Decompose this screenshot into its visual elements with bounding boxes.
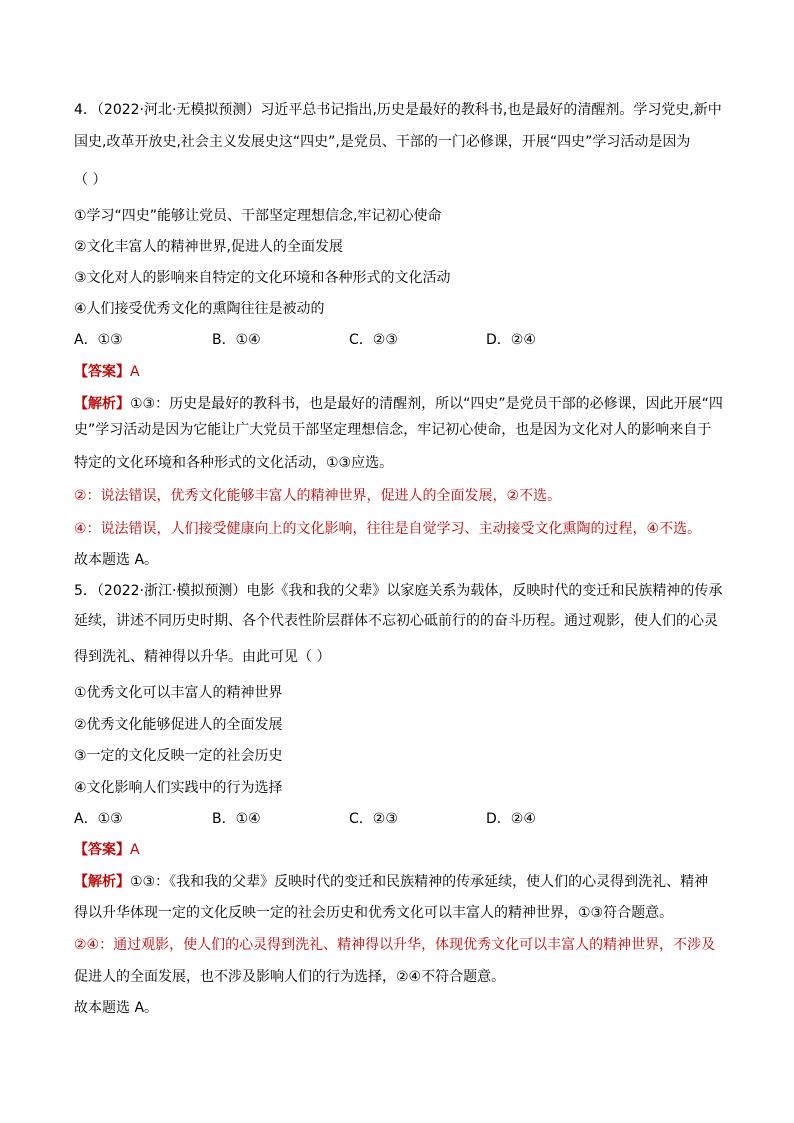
q4-analysis-text-1: ①③：历史是最好的教科书，也是最好的清醒剂，所以“四史”是党员干部的必修课，因此开展“四 bbox=[130, 396, 723, 412]
q4-answer-value: A bbox=[130, 364, 140, 380]
q5-choice-d: D．②④ bbox=[486, 811, 536, 827]
q4-analysis-line-3: 特定的文化环境和各种形式的文化活动，①③应选。 bbox=[74, 455, 394, 471]
q5-option-2: ②优秀文化能够促进人的全面发展 bbox=[74, 717, 283, 733]
q4-choice-b: B．①④ bbox=[212, 332, 261, 348]
q5-conclusion: 故本题选 A。 bbox=[74, 1000, 159, 1016]
q4-choice-d: D．②④ bbox=[486, 332, 536, 348]
q5-stem-line-3: 得到洗礼、精神得以升华。由此可见（ ） bbox=[74, 649, 331, 665]
q4-note-2: ④：说法错误，人们接受健康向上的文化影响，往往是自觉学习、主动接受文化熏陶的过程，④不选。 bbox=[74, 521, 702, 537]
q4-option-1: ①学习“四史”能够让党员、干部坚定理想信念,牢记初心使命 bbox=[74, 208, 442, 224]
q4-note-1: ②：说法错误，优秀文化能够丰富人的精神世界，促进人的全面发展，②不选。 bbox=[74, 488, 562, 504]
q4-conclusion: 故本题选 A。 bbox=[74, 552, 159, 568]
q5-choice-b: B．①④ bbox=[212, 811, 261, 827]
q5-analysis-line-1 bbox=[74, 872, 708, 892]
q4-answer-label: 【答案】 bbox=[74, 364, 130, 380]
q4-answer bbox=[74, 362, 140, 382]
q4-stem-line-3: （ ） bbox=[74, 172, 107, 188]
q5-analysis-label: 【解析】 bbox=[74, 874, 130, 890]
q5-answer bbox=[74, 840, 140, 860]
q5-option-1: ①优秀文化可以丰富人的精神世界 bbox=[74, 685, 283, 701]
q5-choices bbox=[74, 809, 724, 829]
q5-choice-a: A．①③ bbox=[74, 811, 123, 827]
q5-choice-c: C．②③ bbox=[349, 811, 398, 827]
q5-analysis-text-1: ①③：《我和我的父辈》反映时代的变迁和民族精神的传承延续，使人们的心灵得到洗礼、精神 bbox=[130, 874, 709, 890]
q4-choices bbox=[74, 330, 724, 350]
q5-answer-label: 【答案】 bbox=[74, 842, 130, 858]
q4-option-2: ②文化丰富人的精神世界,促进人的全面发展 bbox=[74, 239, 343, 255]
q4-analysis-line-2: 史”学习活动是因为它能让广大党员干部坚定理想信念，牢记初心使命，也是因为文化对人的影响来自于 bbox=[74, 422, 712, 438]
q4-option-3: ③文化对人的影响来自特定的文化环境和各种形式的文化活动 bbox=[74, 270, 451, 286]
q5-analysis-line-2: 得以升华体现一定的文化反映一定的社会历史和优秀文化可以丰富人的精神世界，①③符合题意。 bbox=[74, 905, 674, 921]
q4-analysis-label: 【解析】 bbox=[74, 396, 130, 412]
q4-stem-line-1: 4．（2022·河北·无模拟预测）习近平总书记指出,历史是最好的教科书,也是最好的清醒剂。学习党史,新中 bbox=[74, 102, 722, 118]
q4-choice-a: A．①③ bbox=[74, 332, 123, 348]
q5-option-3: ③一定的文化反映一定的社会历史 bbox=[74, 748, 283, 764]
q5-stem-line-1: 5．（2022·浙江·模拟预测）电影《我和我的父辈》以家庭关系为载体，反映时代的变迁和民族精神的传承 bbox=[74, 583, 723, 599]
q4-analysis-line-1 bbox=[74, 394, 723, 414]
q5-note-1: ②④：通过观影，使人们的心灵得到洗礼、精神得以升华，体现优秀文化可以丰富人的精神世界，不涉及 bbox=[74, 937, 716, 953]
q4-option-4: ④人们接受优秀文化的熏陶往往是被动的 bbox=[74, 301, 325, 317]
q5-option-4: ④文化影响人们实践中的行为选择 bbox=[74, 780, 283, 796]
q5-answer-value: A bbox=[130, 842, 140, 858]
q4-choice-c: C．②③ bbox=[349, 332, 398, 348]
q4-stem-line-2: 国史,改革开放史,社会主义发展史这“四史”,是党员、干部的一门必修课，开展“四史”学习活动是因为 bbox=[74, 134, 691, 150]
q5-stem-line-2: 延续，讲述不同历史时期、各个代表性阶层群体不忘初心砥前行的的奋斗历程。通过观影，使人们的心灵 bbox=[74, 613, 718, 629]
q5-note-2: 促进人的全面发展，也不涉及影响人们的行为选择，②④不符合题意。 bbox=[74, 969, 506, 985]
